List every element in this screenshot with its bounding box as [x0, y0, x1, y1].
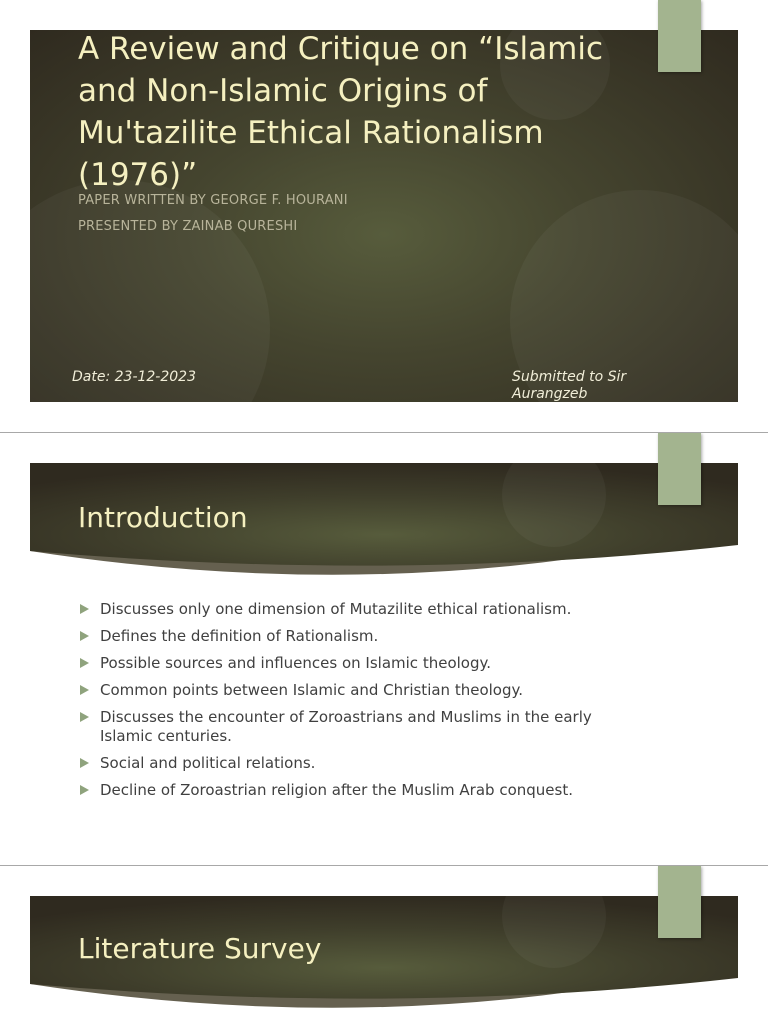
list-item	[78, 654, 638, 673]
triangle-bullet-icon	[80, 712, 89, 722]
presenter: PRESENTED BY ZAINAB QURESHI	[78, 219, 298, 234]
triangle-bullet-icon	[80, 604, 89, 614]
list-item-text: Common points between Islamic and Christian theology.	[100, 681, 523, 699]
submitted-to: Submitted to Sir Aurangzeb	[512, 369, 627, 402]
list-item	[78, 781, 638, 800]
section-title: Introduction	[78, 501, 248, 534]
list-item-text: Decline of Zoroastrian religion after the Muslim Arab conquest.	[100, 781, 573, 799]
section-title: Literature Survey	[78, 932, 322, 965]
triangle-bullet-icon	[80, 758, 89, 768]
triangle-bullet-icon	[80, 658, 89, 668]
list-item	[78, 708, 638, 746]
bullet-list	[78, 600, 638, 808]
paper-author: PAPER WRITTEN BY GEORGE F. HOURANI	[78, 193, 348, 208]
list-item-text: Social and political relations.	[100, 754, 316, 772]
slide-title	[0, 0, 768, 432]
list-item	[78, 627, 638, 646]
slide-literature-survey	[0, 866, 768, 1024]
list-item-text: Defines the definition of Rationalism.	[100, 627, 379, 645]
slide-introduction	[0, 433, 768, 865]
list-item	[78, 600, 638, 619]
triangle-bullet-icon	[80, 785, 89, 795]
date-label: Date: 23-12-2023	[72, 369, 196, 385]
accent-tab	[658, 866, 701, 938]
accent-tab	[658, 433, 701, 505]
list-item-text: Discusses only one dimension of Mutazilite ethical rationalism.	[100, 600, 572, 618]
list-item	[78, 681, 638, 700]
triangle-bullet-icon	[80, 631, 89, 641]
list-item	[78, 754, 638, 773]
list-item-text: Discusses the encounter of Zoroastrians and Muslims in the early Islamic centuries.	[100, 708, 592, 745]
triangle-bullet-icon	[80, 685, 89, 695]
slide-title-text: A Review and Critique on “Islamic and Non-Islamic Origins of Mu'tazilite Ethical Rationalism (1976)”	[78, 31, 604, 193]
list-item-text: Possible sources and influences on Islamic theology.	[100, 654, 491, 672]
accent-tab	[658, 0, 701, 72]
